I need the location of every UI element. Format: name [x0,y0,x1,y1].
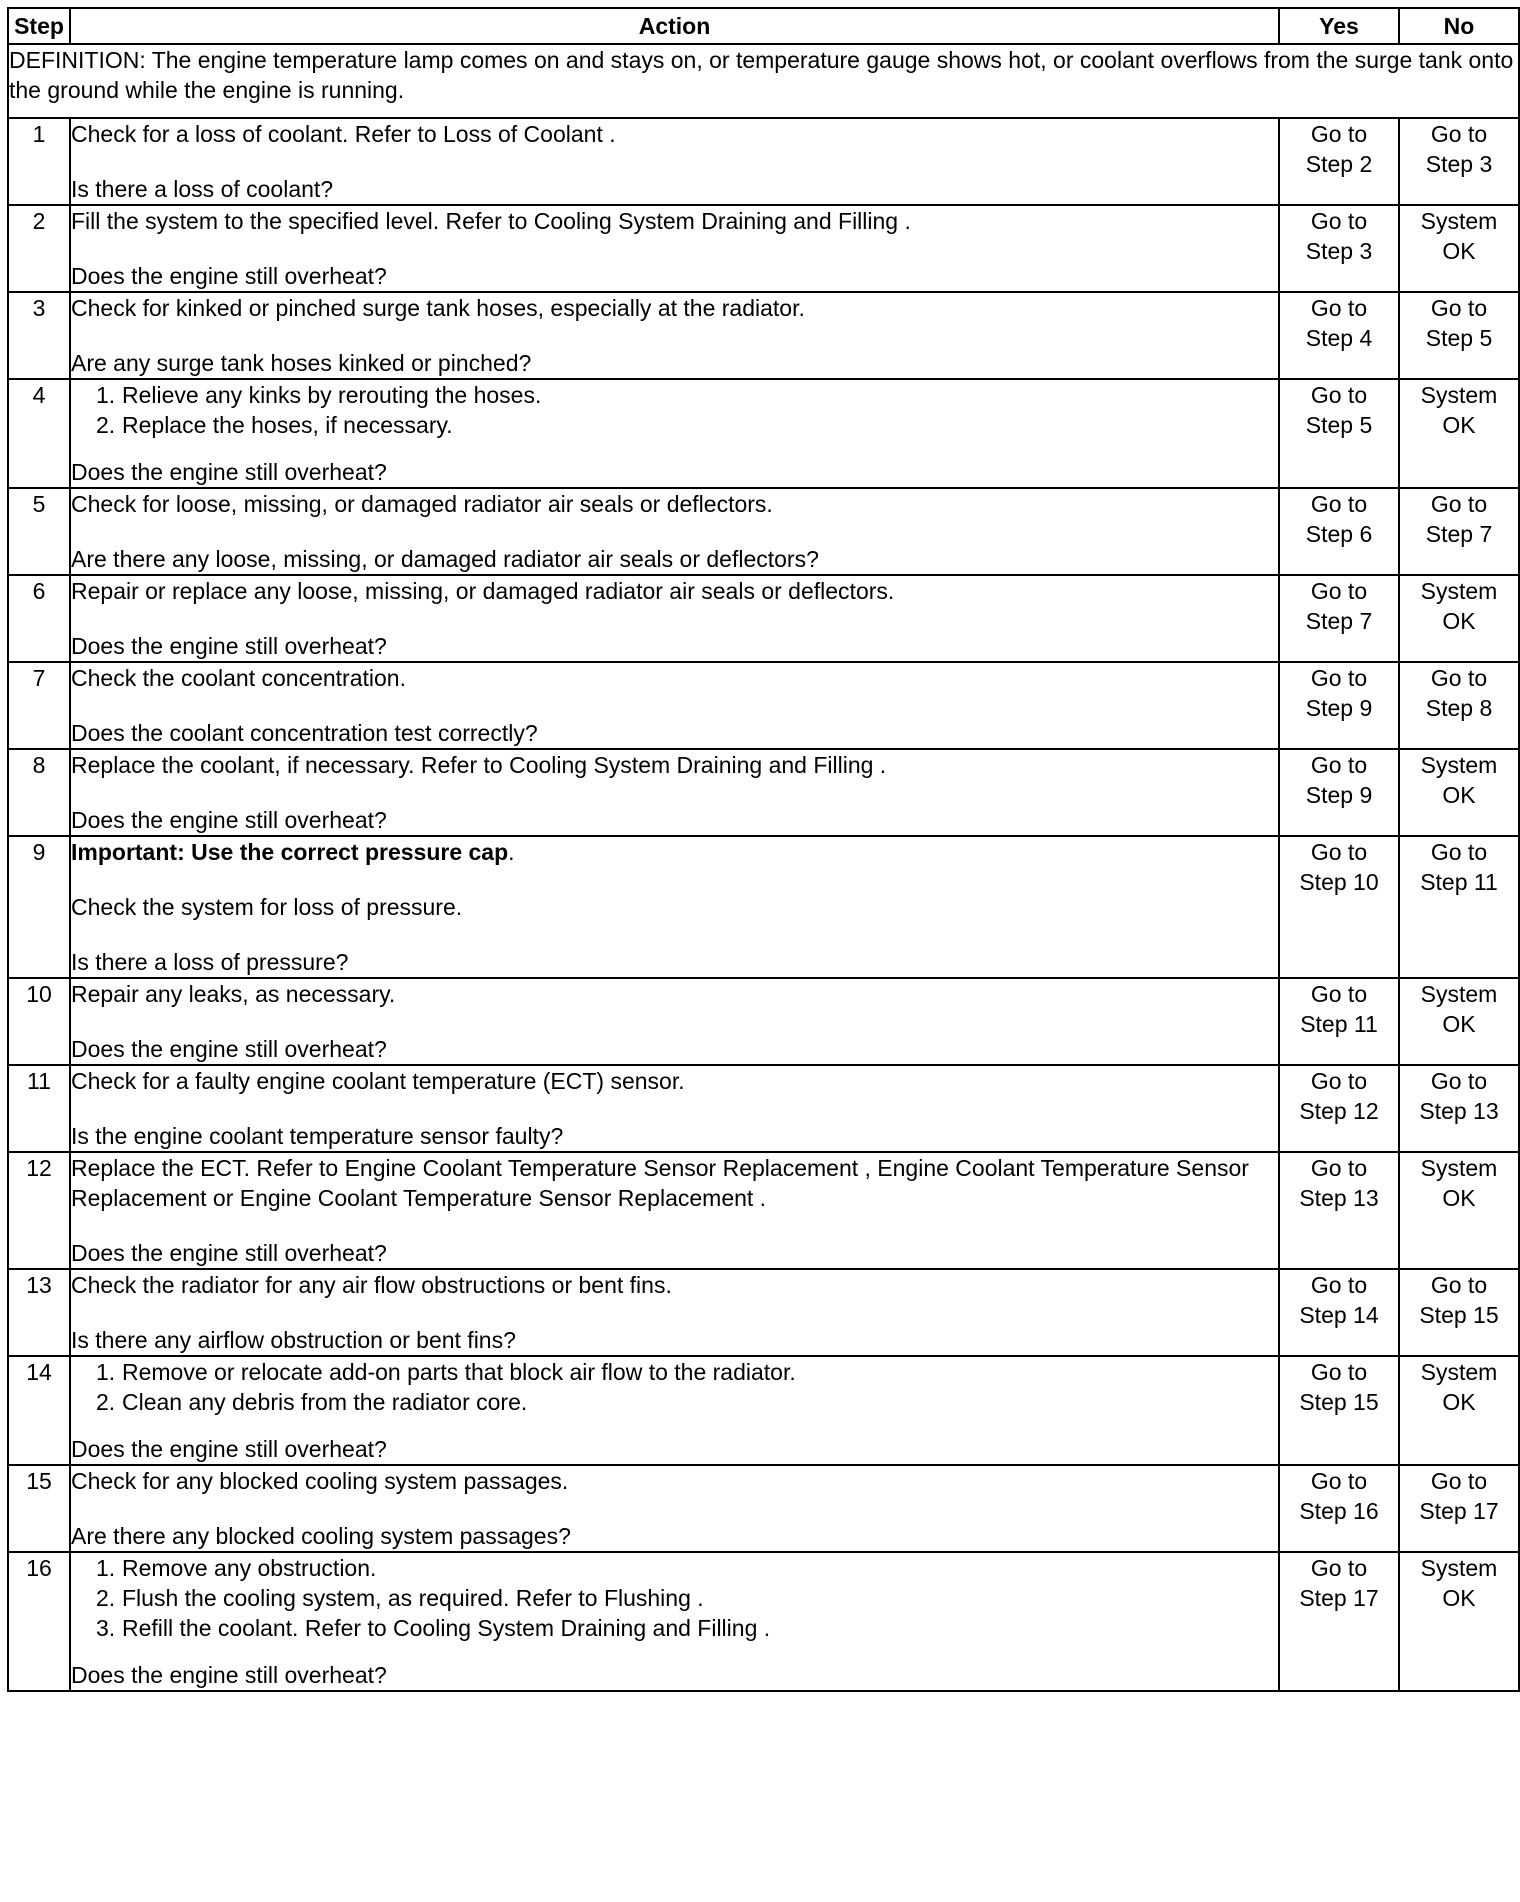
list-item-number: 2. [96,1389,116,1415]
yes-result-line-2: Step 5 [1305,412,1373,438]
action-text: Check the system for loss of pressure. [71,894,463,920]
list-item-text: Replace the hoses, if necessary. [122,412,453,438]
step-number: 2 [8,205,70,292]
no-result-line-1: Go to [1430,1468,1488,1494]
yes-result-line-2: Step 3 [1305,238,1373,264]
step-number: 3 [8,292,70,379]
no-result [1399,1552,1519,1691]
no-result [1399,1065,1519,1152]
table-row [8,292,1519,379]
action-question: Is there a loss of coolant? [71,176,334,202]
table-row [8,1465,1519,1552]
action-cell [70,749,1279,836]
list-item-text: Clean any debris from the radiator core. [122,1389,528,1415]
no-result [1399,205,1519,292]
yes-result-line-2: Step 11 [1300,1011,1378,1037]
table-row [8,662,1519,749]
step-number: 6 [8,575,70,662]
definition-text: DEFINITION: The engine temperature lamp comes on and stays on, or temperature gauge shows hot, or coolant overflows from the surge tank onto the ground while the engine is running. [8,44,1519,118]
no-result-line-2: OK [1442,782,1476,808]
yes-result-line-2: Step 15 [1299,1389,1379,1415]
step-number: 10 [8,978,70,1065]
action-list [71,380,1278,440]
table-row [8,749,1519,836]
yes-result [1279,662,1399,749]
yes-result-line-2: Step 6 [1305,521,1373,547]
list-item-text: Remove or relocate add-on parts that block air flow to the radiator. [122,1359,796,1385]
yes-result-line-1: Go to [1310,752,1368,778]
yes-result-line-2: Step 4 [1305,325,1373,351]
action-text: Repair or replace any loose, missing, or damaged radiator air seals or deflectors. [71,578,895,604]
action-question: Does the coolant concentration test correctly? [71,720,538,746]
action-cell [70,1465,1279,1552]
action-question: Is there any airflow obstruction or bent fins? [71,1327,516,1353]
yes-result-line-2: Step 16 [1299,1498,1379,1524]
header-action: Action [70,8,1279,44]
list-item [96,1553,1278,1583]
action-text: Check the coolant concentration. [71,665,406,691]
step-number: 11 [8,1065,70,1152]
header-no: No [1399,8,1519,44]
list-item [96,380,1278,410]
action-cell [70,662,1279,749]
no-result-line-2: Step 8 [1425,695,1493,721]
spacer [71,1096,1278,1121]
yes-result [1279,379,1399,488]
yes-result-line-2: Step 9 [1305,782,1373,808]
yes-result-line-1: Go to [1310,208,1368,234]
action-question: Are there any blocked cooling system passages? [71,1523,571,1549]
table-row [8,575,1519,662]
definition-row [8,44,1519,118]
yes-result [1279,1552,1399,1691]
table-row [8,379,1519,488]
no-result-line-1: Go to [1430,491,1488,517]
action-cell [70,1356,1279,1465]
no-result-line-2: OK [1442,608,1476,634]
yes-result-line-1: Go to [1310,1068,1368,1094]
action-text: Repair any leaks, as necessary. [71,981,396,1007]
table-row [8,1356,1519,1465]
list-item-number: 1. [96,382,116,408]
no-result-line-2: OK [1442,1389,1476,1415]
action-cell [70,205,1279,292]
list-item [96,410,1278,440]
list-item [96,1357,1278,1387]
no-result [1399,118,1519,205]
no-result-line-2: OK [1442,1185,1476,1211]
list-item-number: 2. [96,412,116,438]
no-result-line-1: Go to [1430,665,1488,691]
table-row [8,205,1519,292]
no-result [1399,836,1519,978]
action-question: Is there a loss of pressure? [71,949,349,975]
yes-result-line-2: Step 12 [1299,1098,1379,1124]
spacer [71,149,1278,174]
table-row [8,978,1519,1065]
yes-result [1279,1065,1399,1152]
action-question: Are any surge tank hoses kinked or pinched? [71,350,532,376]
spacer [71,1496,1278,1521]
action-list [71,1553,1278,1643]
no-result [1399,1465,1519,1552]
action-text: Check for any blocked cooling system passages. [71,1468,569,1494]
yes-result-line-1: Go to [1310,491,1368,517]
yes-result [1279,205,1399,292]
no-result-line-1: System [1420,1359,1498,1385]
table-row [8,1152,1519,1269]
table-row [8,118,1519,205]
no-result [1399,662,1519,749]
step-number: 4 [8,379,70,488]
yes-result [1279,575,1399,662]
important-text: : Use the correct pressure cap [177,839,509,865]
table-row [8,488,1519,575]
diagnostic-table [7,7,1520,1692]
header-row [8,8,1519,44]
no-result-line-1: System [1420,752,1498,778]
diagnostic-table-container [7,7,1520,1692]
no-result [1399,978,1519,1065]
no-result-line-2: Step 7 [1425,521,1493,547]
step-number: 1 [8,118,70,205]
no-result [1399,749,1519,836]
list-item-number: 2. [96,1585,116,1611]
action-list [71,1357,1278,1417]
yes-result [1279,1465,1399,1552]
action-cell [70,379,1279,488]
yes-result-line-1: Go to [1310,1359,1368,1385]
yes-result [1279,836,1399,978]
spacer [71,323,1278,348]
action-text: Replace the coolant, if necessary. Refer to Cooling System Draining and Filling . [71,752,887,778]
no-result-line-2: Step 15 [1419,1302,1499,1328]
table-row [8,1552,1519,1691]
no-result-line-1: Go to [1430,839,1488,865]
spacer [71,1643,1278,1660]
no-result-line-2: Step 17 [1419,1498,1499,1524]
action-cell [70,292,1279,379]
yes-result-line-1: Go to [1310,1555,1368,1581]
action-text: Check for a faulty engine coolant temperature (ECT) sensor. [71,1068,685,1094]
no-result-line-2: OK [1442,1011,1476,1037]
yes-result-line-2: Step 13 [1299,1185,1379,1211]
action-cell [70,1552,1279,1691]
no-result-line-2: Step 11 [1420,869,1498,895]
list-item [96,1583,1278,1613]
action-text: Replace the ECT. Refer to Engine Coolant Temperature Sensor Replacement , Engine Coolant Temperature Sensor Replacement or Engine Coolant Temperature Sensor Replacement . [71,1155,1249,1211]
yes-result [1279,1152,1399,1269]
action-cell [70,488,1279,575]
spacer [71,1213,1278,1238]
step-number: 16 [8,1552,70,1691]
list-item-text: Flush the cooling system, as required. Refer to Flushing . [122,1585,704,1611]
spacer [71,1417,1278,1434]
no-result-line-2: OK [1442,1585,1476,1611]
yes-result-line-2: Step 10 [1299,869,1379,895]
yes-result [1279,749,1399,836]
list-item-number: 1. [96,1555,116,1581]
list-item-number: 3. [96,1615,116,1641]
action-text: Check for kinked or pinched surge tank hoses, especially at the radiator. [71,295,805,321]
step-number: 5 [8,488,70,575]
yes-result-line-1: Go to [1310,981,1368,1007]
no-result-line-1: System [1420,1155,1498,1181]
yes-result-line-1: Go to [1310,665,1368,691]
action-question: Does the engine still overheat? [71,807,387,833]
header-step: Step [8,8,70,44]
yes-result-line-1: Go to [1310,1272,1368,1298]
spacer [71,1300,1278,1325]
yes-result-line-1: Go to [1310,382,1368,408]
no-result [1399,1152,1519,1269]
no-result [1399,488,1519,575]
action-cell [70,1152,1279,1269]
yes-result-line-1: Go to [1310,121,1368,147]
action-text: Check for loose, missing, or damaged radiator air seals or deflectors. [71,491,773,517]
spacer [71,1009,1278,1034]
important-label: Important [71,839,178,865]
yes-result-line-2: Step 9 [1305,695,1373,721]
no-result-line-1: System [1420,578,1498,604]
step-number: 14 [8,1356,70,1465]
action-cell [70,1269,1279,1356]
yes-result [1279,488,1399,575]
action-text: Check for a loss of coolant. Refer to Loss of Coolant . [71,121,616,147]
yes-result-line-1: Go to [1310,839,1368,865]
no-result [1399,1356,1519,1465]
yes-result [1279,292,1399,379]
action-question: Does the engine still overheat? [71,1662,387,1688]
action-question: Does the engine still overheat? [71,1036,387,1062]
yes-result [1279,1356,1399,1465]
spacer [71,867,1278,892]
no-result-line-1: System [1420,1555,1498,1581]
no-result-line-1: Go to [1430,121,1488,147]
important-note [71,837,1278,867]
no-result-line-1: Go to [1430,1068,1488,1094]
no-result-line-1: System [1420,981,1498,1007]
spacer [71,780,1278,805]
yes-result-line-2: Step 17 [1299,1585,1379,1611]
no-result [1399,1269,1519,1356]
no-result-line-1: System [1420,208,1498,234]
no-result-line-2: OK [1442,238,1476,264]
no-result-line-1: System [1420,382,1498,408]
no-result-line-2: OK [1442,412,1476,438]
no-result-line-2: Step 3 [1425,151,1493,177]
action-question: Does the engine still overheat? [71,263,387,289]
spacer [71,519,1278,544]
list-item-number: 1. [96,1359,116,1385]
no-result-line-1: Go to [1430,295,1488,321]
list-item [96,1387,1278,1417]
action-cell [70,118,1279,205]
spacer [71,236,1278,261]
yes-result-line-1: Go to [1310,1468,1368,1494]
action-cell [70,1065,1279,1152]
action-question: Is the engine coolant temperature sensor faulty? [71,1123,564,1149]
list-item-text: Refill the coolant. Refer to Cooling System Draining and Filling . [122,1615,771,1641]
yes-result-line-2: Step 2 [1305,151,1373,177]
no-result-line-2: Step 13 [1419,1098,1499,1124]
yes-result-line-1: Go to [1310,295,1368,321]
table-row [8,836,1519,978]
action-question: Does the engine still overheat? [71,1240,387,1266]
yes-result [1279,1269,1399,1356]
table-row [8,1269,1519,1356]
step-number: 9 [8,836,70,978]
no-result [1399,575,1519,662]
spacer [71,606,1278,631]
table-row [8,1065,1519,1152]
no-result-line-1: Go to [1430,1272,1488,1298]
yes-result-line-2: Step 7 [1305,608,1373,634]
action-cell [70,978,1279,1065]
no-result-line-2: Step 5 [1425,325,1493,351]
action-question: Does the engine still overheat? [71,459,387,485]
important-end: . [508,839,515,865]
spacer [71,440,1278,457]
list-item-text: Relieve any kinks by rerouting the hoses. [122,382,542,408]
action-question: Are there any loose, missing, or damaged radiator air seals or deflectors? [71,546,819,572]
no-result [1399,379,1519,488]
yes-result-line-2: Step 14 [1299,1302,1379,1328]
action-question: Does the engine still overheat? [71,1436,387,1462]
step-number: 12 [8,1152,70,1269]
step-number: 15 [8,1465,70,1552]
yes-result-line-1: Go to [1310,578,1368,604]
action-text: Fill the system to the specified level. Refer to Cooling System Draining and Filling . [71,208,911,234]
spacer [71,693,1278,718]
step-number: 8 [8,749,70,836]
action-cell [70,575,1279,662]
no-result [1399,292,1519,379]
step-number: 13 [8,1269,70,1356]
spacer [71,922,1278,947]
yes-result-line-1: Go to [1310,1155,1368,1181]
action-question: Does the engine still overheat? [71,633,387,659]
yes-result [1279,118,1399,205]
list-item-text: Remove any obstruction. [122,1555,377,1581]
header-yes: Yes [1279,8,1399,44]
action-text: Check the radiator for any air flow obstructions or bent fins. [71,1272,672,1298]
action-cell [70,836,1279,978]
step-number: 7 [8,662,70,749]
list-item [96,1613,1278,1643]
yes-result [1279,978,1399,1065]
